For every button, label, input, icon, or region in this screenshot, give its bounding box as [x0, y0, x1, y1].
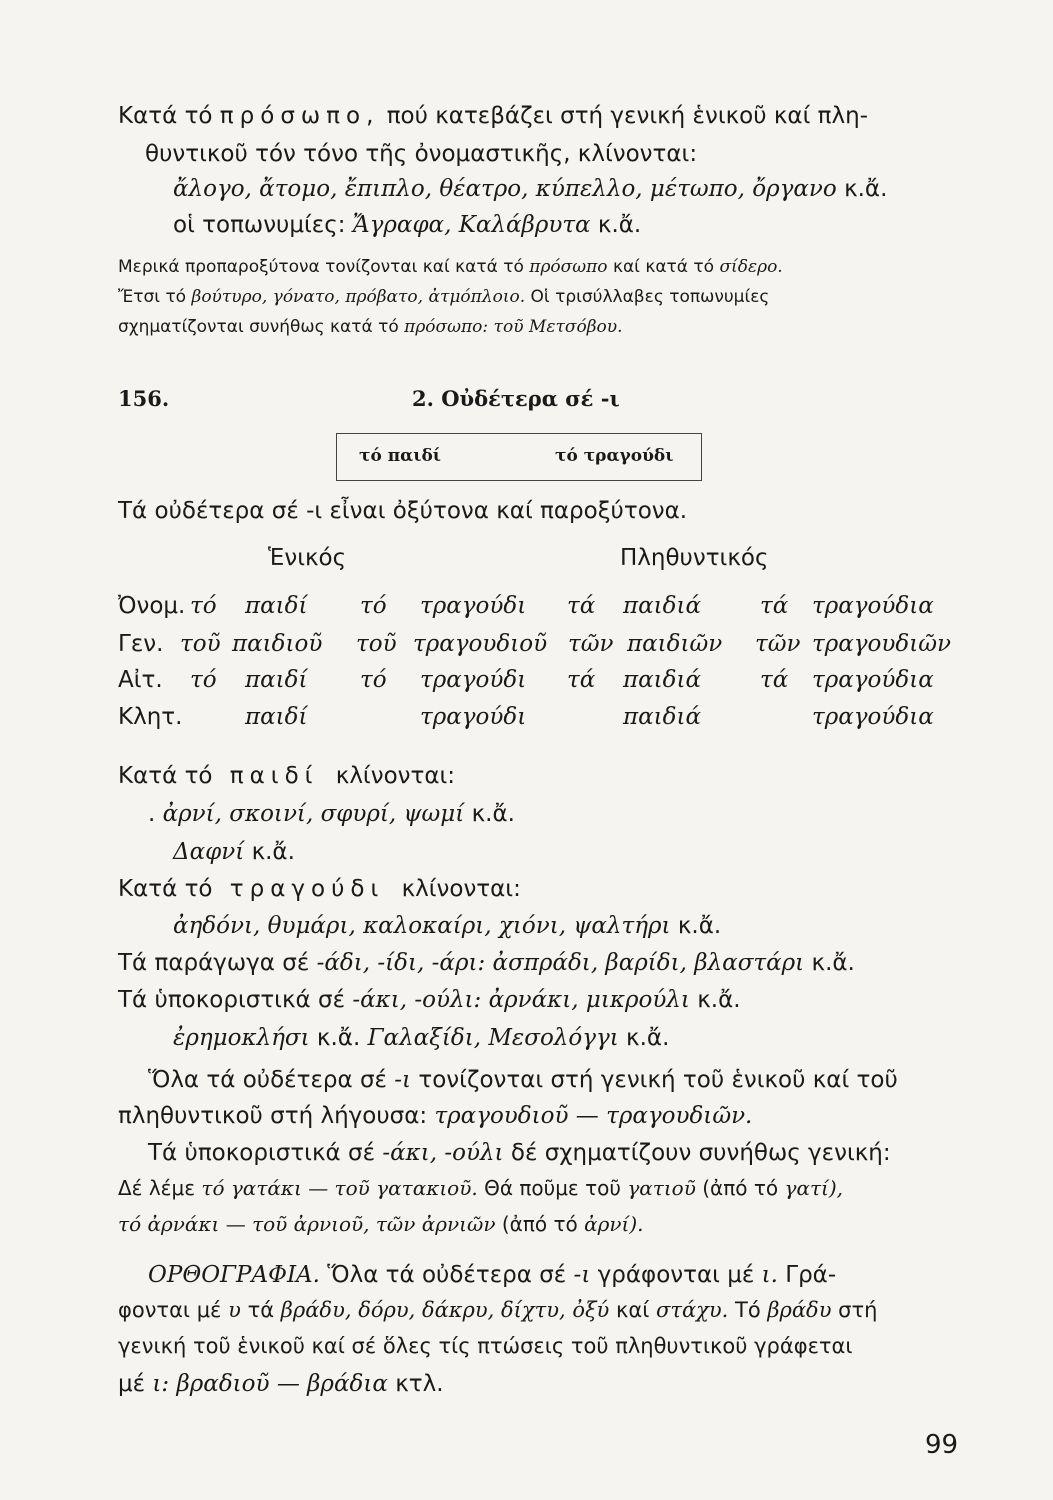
italic-text: -άδι, -ίδι, -άρι: ἀσπράδι, βαρίδι, βλαστάρι: [316, 950, 805, 976]
table-cell: τραγουδιοῦ: [413, 631, 548, 657]
text: (ἀπό τό: [501, 1212, 578, 1236]
italic-examples: ἀηδόνι, θυμάρι, καλοκαίρι, χιόνι, ψαλτήρι: [173, 913, 671, 939]
text: Τά ὑποκοριστικά σέ: [118, 987, 346, 1013]
text: πού κατεβάζει στή γενική ἑνικοῦ καί πλη-: [386, 103, 868, 129]
example-line: [173, 176, 887, 202]
table-cell: παιδιά: [623, 667, 702, 693]
italic-text: τό γατάκι — τοῦ γατακιοῦ.: [201, 1176, 478, 1200]
table-cell: τραγούδι: [420, 704, 527, 730]
table-cell: τῶν: [568, 631, 614, 657]
table-cell: παιδί: [245, 667, 308, 693]
table-cell: τραγούδι: [420, 593, 527, 619]
singular-header: Ἑνικός: [268, 545, 347, 571]
text: Μερικά προπαροξύτονα τονίζονται καί κατά τό: [118, 257, 524, 277]
table-cell: τοῦ: [180, 631, 221, 657]
text-line: [118, 987, 741, 1013]
text: Γρά-: [785, 1262, 837, 1288]
italic-text: -άκι, -ούλι: [382, 1140, 504, 1166]
text: Κατά τό: [118, 763, 213, 789]
text: Ὅλα τά οὐδέτερα σέ: [327, 1262, 567, 1288]
abbr: κ.ἄ.: [597, 212, 642, 238]
table-cell: τό: [360, 667, 387, 693]
text: Θά ποῦμε τοῦ: [484, 1176, 621, 1200]
text-line: [145, 141, 697, 167]
italic-text: τό ἀρνάκι — τοῦ ἀρνιοῦ, τῶν ἀρνιῶν: [118, 1212, 496, 1236]
bullet-dot: .: [148, 801, 156, 827]
table-cell: τραγούδια: [812, 704, 934, 730]
italic-examples: Δαφνί: [173, 839, 245, 865]
text-line: [148, 1067, 898, 1093]
text: τά: [247, 1298, 275, 1322]
italic-text: ι.: [761, 1262, 778, 1288]
italic-examples: ἄλογο, ἄτομο, ἔπιπλο, θέατρο, κύπελλο, μέτωπο, ὄργανο: [173, 176, 837, 202]
italic-text: τραγουδιοῦ — τραγουδιῶν.: [434, 1103, 753, 1129]
text-line: [118, 1103, 752, 1129]
table-cell: τό: [360, 593, 387, 619]
italic-text: -ι: [394, 1067, 412, 1093]
note-line: [118, 287, 769, 307]
intro-line: Τά οὐδέτερα σέ -ι εἶναι ὀξύτονα καί παροξύτονα.: [118, 498, 688, 524]
table-cell: τραγουδιῶν: [812, 631, 951, 657]
text: κτλ.: [395, 1371, 444, 1397]
text: πληθυντικοῦ στή λήγουσα:: [118, 1103, 428, 1129]
text-line: [118, 1334, 853, 1358]
text-line: [118, 103, 868, 129]
italic-examples: Ἄγραφα, Καλάβρυτα: [352, 212, 591, 238]
italic-text: Γαλαξίδι, Μεσολόγγι: [367, 1025, 619, 1051]
table-cell: τραγούδια: [812, 593, 934, 619]
case-label: Κλητ.: [118, 704, 183, 730]
text: Δέ λέμε: [118, 1176, 196, 1200]
abbr: κ.ἄ.: [626, 1025, 670, 1051]
page-number: 99: [925, 1430, 959, 1460]
text-line: [118, 1298, 877, 1322]
case-label: Αἰτ.: [118, 667, 163, 693]
table-cell: παιδιά: [623, 704, 702, 730]
text: Τό: [735, 1298, 761, 1322]
italic-text: υ: [228, 1298, 241, 1322]
table-cell: παιδιῶν: [627, 631, 723, 657]
box-left-word: τό παιδί: [359, 446, 442, 466]
text-line: [148, 1140, 891, 1166]
text-line: [118, 1371, 444, 1397]
abbr: κ.ἄ.: [844, 176, 888, 202]
text-line: [148, 1262, 836, 1288]
case-label: Ὀνομ.: [118, 593, 186, 619]
text: Ἔτσι τό: [118, 287, 187, 307]
text: κλίνονται:: [401, 876, 521, 902]
text-line: [118, 1176, 843, 1200]
example-line: [173, 1025, 669, 1051]
text: τονίζονται στή γενική τοῦ ἑνικοῦ καί τοῦ: [418, 1067, 898, 1093]
table-cell: τραγούδια: [812, 667, 934, 693]
table-cell: τά: [760, 667, 789, 693]
italic-text: -ι: [573, 1262, 591, 1288]
text: θυντικοῦ τόν τόνο τῆς ὀνομαστικῆς, κλίνονται:: [145, 141, 698, 167]
text-line: [118, 1212, 644, 1236]
text: φονται μέ: [118, 1298, 222, 1322]
table-cell: τά: [760, 593, 789, 619]
abbr: κ.ἄ.: [677, 913, 722, 939]
text: Οἱ τρισύλλαβες τοπωνυμίες: [530, 287, 770, 307]
table-cell: τά: [567, 593, 596, 619]
text: (ἀπό τό: [702, 1176, 779, 1200]
text: Κατά τό: [118, 103, 213, 129]
example-line: [148, 801, 515, 827]
table-cell: τό: [190, 593, 217, 619]
italic-text: ἀρνί).: [584, 1212, 644, 1236]
text: δέ σχηματίζουν συνήθως γενική:: [510, 1140, 891, 1166]
paradigm-box: [336, 433, 702, 481]
abbr: κ.ἄ.: [251, 839, 295, 865]
italic-text: γατιοῦ: [627, 1176, 696, 1200]
table-cell: παιδιά: [623, 593, 702, 619]
italic-text: πρόσωπο: [529, 257, 608, 277]
text: Τά παράγωγα σέ: [118, 950, 310, 976]
table-cell: παιδί: [245, 593, 308, 619]
abbr: κ.ἄ.: [471, 801, 515, 827]
spaced-word: παιδί: [229, 763, 319, 789]
example-line: [173, 212, 641, 238]
italic-examples: ἀρνί, σκοινί, σφυρί, ψωμί: [162, 801, 465, 827]
text: καί: [616, 1298, 650, 1322]
spaced-word: πρόσωπο,: [219, 103, 380, 129]
italic-text: στάχυ.: [656, 1298, 729, 1322]
note-line: [118, 317, 623, 337]
text-line: [118, 950, 855, 976]
text: Τά ὑποκοριστικά σέ: [148, 1140, 376, 1166]
abbr: κ.ἄ.: [811, 950, 855, 976]
text: οἱ τοπωνυμίες:: [173, 212, 346, 238]
note-line: [118, 257, 783, 277]
case-label: Γεν.: [118, 631, 164, 657]
section-title: 2. Οὐδέτερα σέ -ι: [412, 386, 620, 411]
text: μέ: [118, 1371, 146, 1397]
table-cell: παιδιοῦ: [232, 631, 323, 657]
italic-text: βράδυ, δόρυ, δάκρυ, δίχτυ, ὀξύ: [280, 1298, 610, 1322]
example-line: [173, 913, 721, 939]
italic-text: γατί),: [784, 1176, 844, 1200]
text: καί κατά τό: [612, 257, 715, 277]
text-line: [118, 876, 521, 902]
section-number: 156.: [118, 386, 170, 411]
box-right-word: τό τραγούδι: [555, 446, 674, 466]
table-cell: τό: [190, 667, 217, 693]
text: Ὅλα τά οὐδέτερα σέ: [148, 1067, 387, 1093]
italic-text: σίδερο.: [719, 257, 783, 277]
table-cell: παιδί: [245, 704, 308, 730]
text: σχηματίζονται συνήθως κατά τό: [118, 317, 399, 337]
italic-text: βράδυ: [767, 1298, 832, 1322]
text: γράφονται μέ: [597, 1262, 755, 1288]
text-line: [118, 763, 455, 789]
text: γενική τοῦ ἑνικοῦ καί σέ ὅλες τίς πτώσεις τοῦ πληθυντικοῦ γράφεται: [118, 1334, 853, 1358]
table-cell: τοῦ: [356, 631, 397, 657]
italic-text: πρόσωπο: τοῦ Μετσόβου.: [404, 317, 623, 337]
text: κλίνονται:: [335, 763, 456, 789]
italic-text: -άκι, -ούλι: ἀρνάκι, μικρούλι: [352, 987, 690, 1013]
abbr: κ.ἄ.: [316, 1025, 361, 1051]
example-line: [173, 839, 295, 865]
table-cell: τῶν: [755, 631, 801, 657]
plural-header: Πληθυντικός: [620, 545, 769, 571]
spaced-word: τραγούδι: [229, 876, 385, 902]
table-cell: τά: [567, 667, 596, 693]
table-cell: τραγούδι: [420, 667, 527, 693]
italic-text: ἐρημοκλήσι: [173, 1025, 310, 1051]
italic-text: βούτυρο, γόνατο, πρόβατο, ἀτμόπλοιο.: [191, 287, 526, 307]
text: Κατά τό: [118, 876, 213, 902]
abbr: κ.ἄ.: [697, 987, 741, 1013]
italic-text: ι: βραδιοῦ — βράδια: [152, 1371, 388, 1397]
text: στή: [838, 1298, 878, 1322]
italic-heading: ΟΡΘΟΓΡΑΦΙΑ.: [148, 1262, 320, 1288]
